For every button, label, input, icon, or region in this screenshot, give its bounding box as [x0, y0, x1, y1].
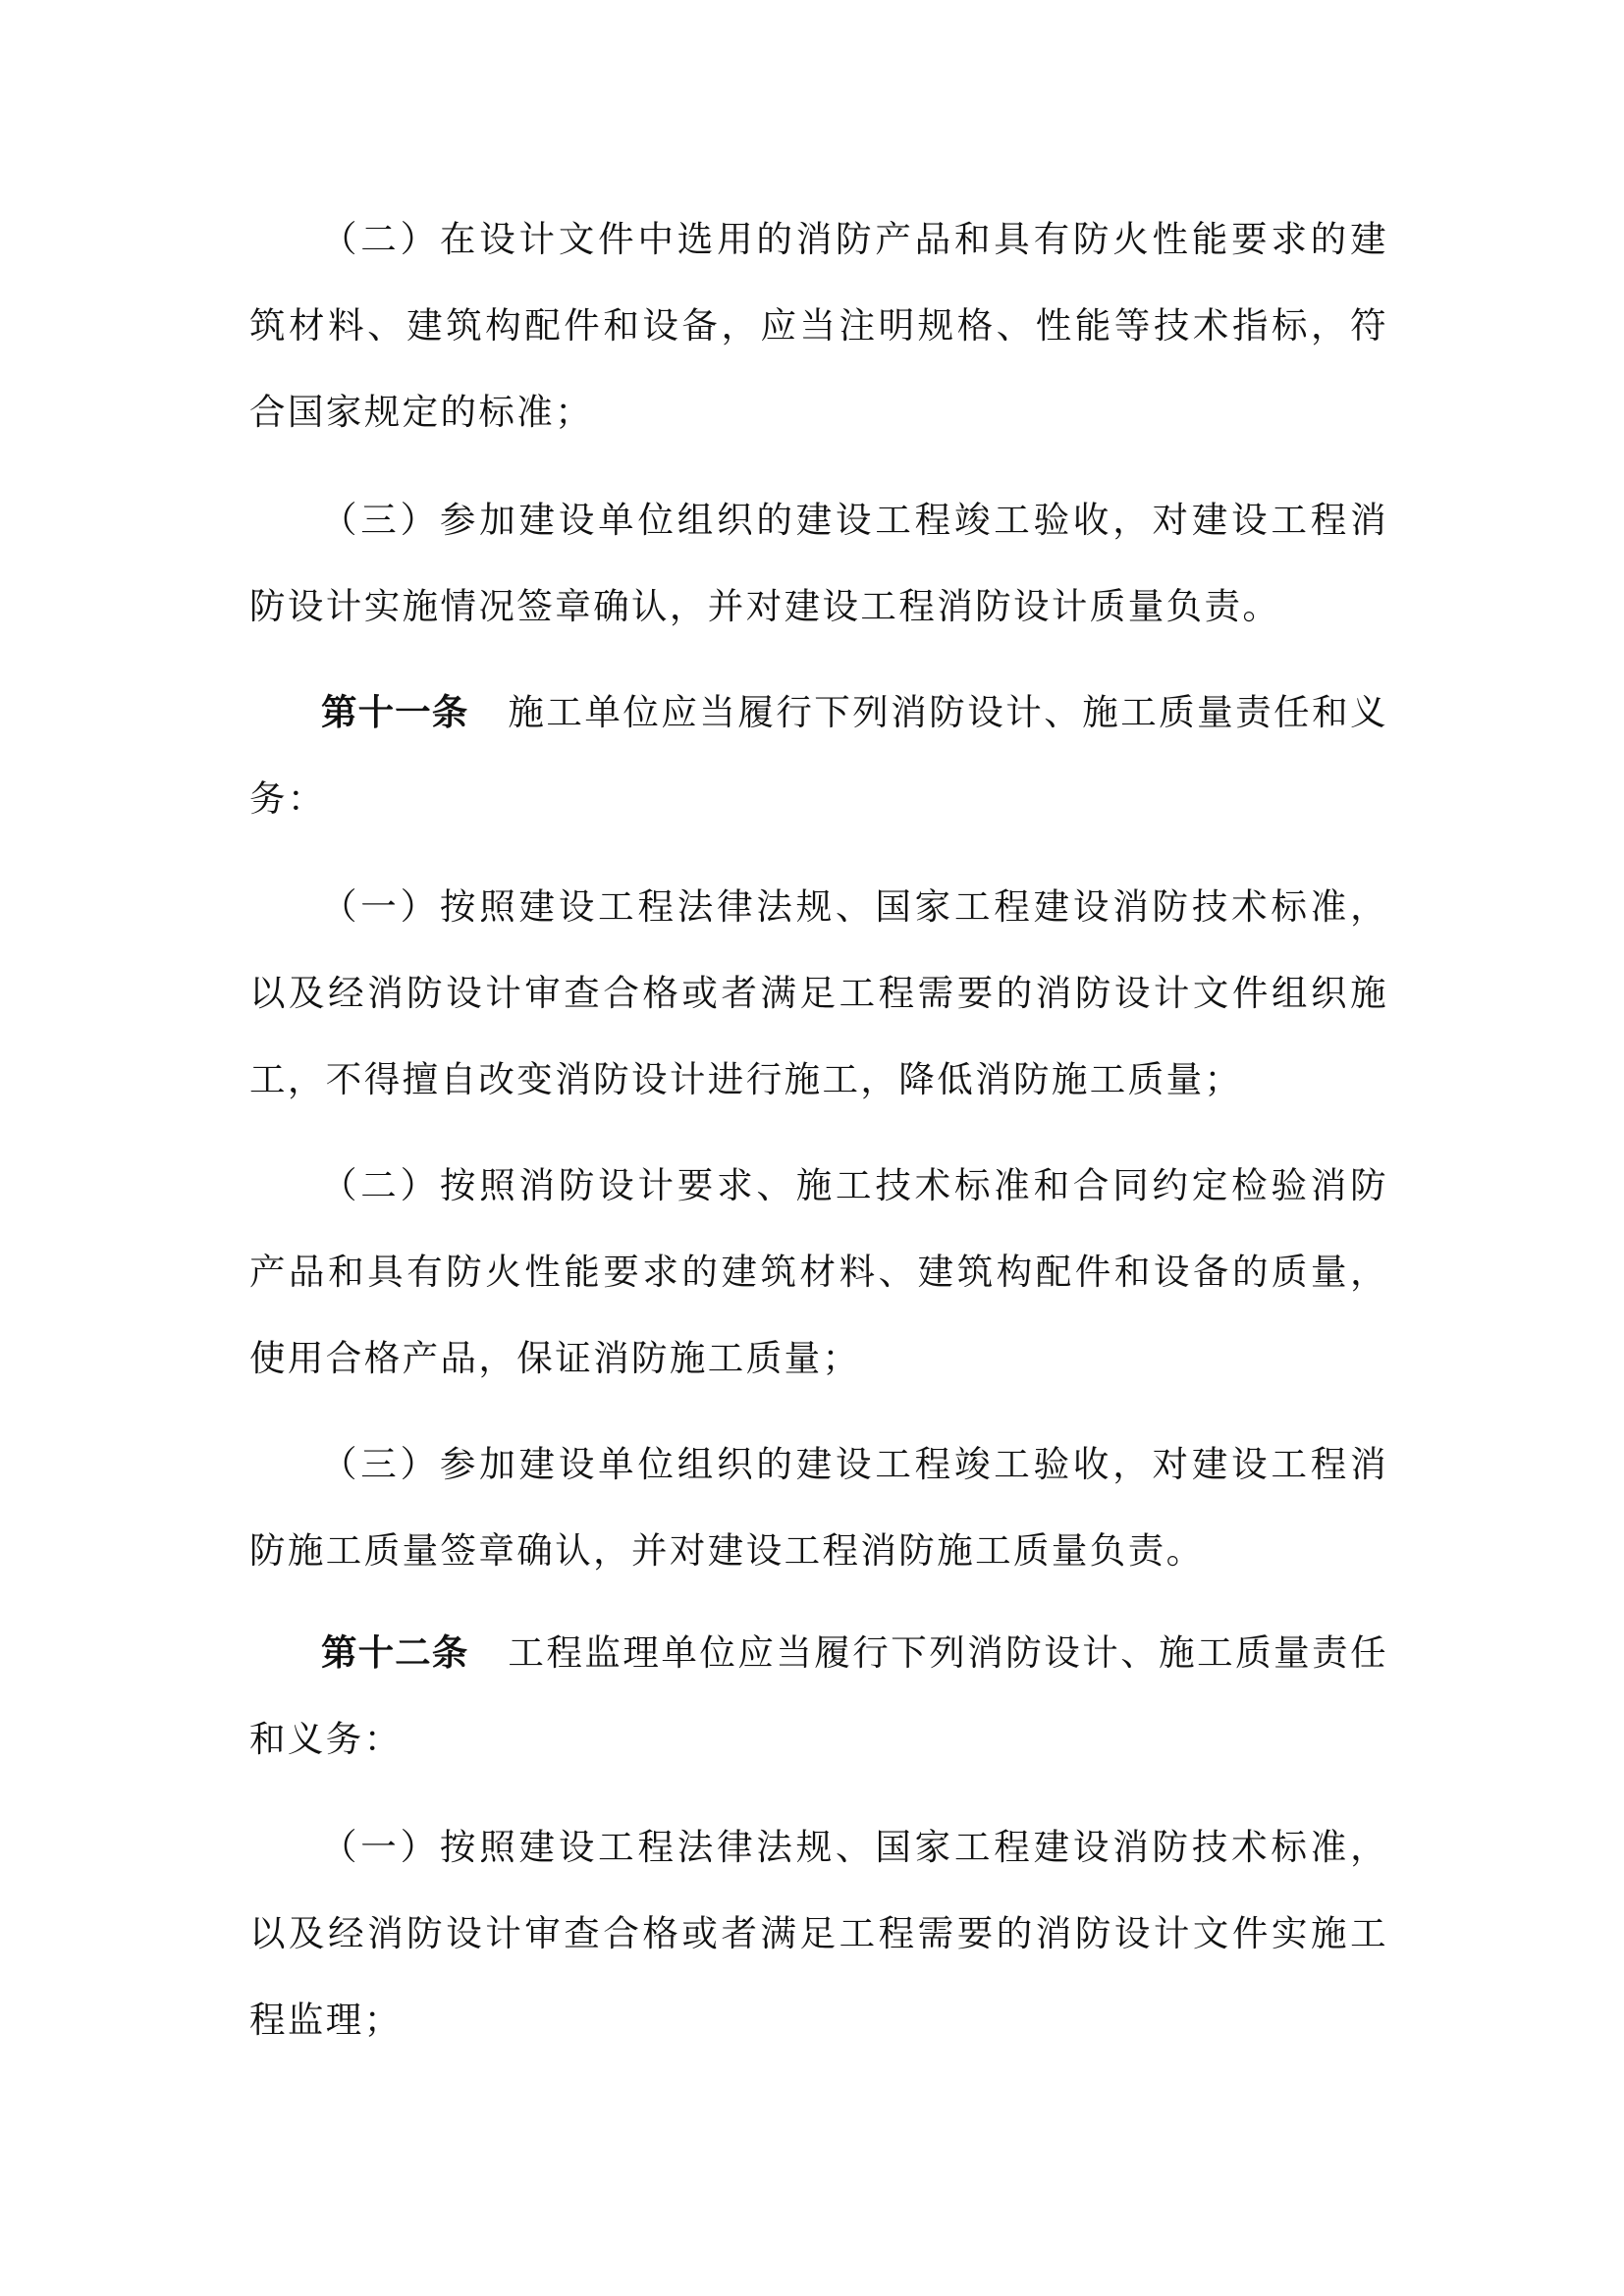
- paragraph-text: （二）在设计文件中选用的消防产品和具有防火性能要求的建筑材料、建筑构配件和设备，应当注明规格、性能等技术指标，符合国家规定的标准；: [249, 218, 1388, 433]
- paragraph-supervision-item-1: [249, 1804, 1388, 2063]
- paragraph-design-item-2: [249, 196, 1388, 455]
- paragraph-text: （一）按照建设工程法律法规、国家工程建设消防技术标准，以及经消防设计审查合格或者满足工程需要的消防设计文件组织施工，不得擅自改变消防设计进行施工，降低消防施工质量；: [249, 885, 1388, 1100]
- paragraph-text: （三）参加建设单位组织的建设工程竣工验收，对建设工程消防设计实施情况签章确认，并对建设工程消防设计质量负责。: [249, 499, 1388, 627]
- paragraph-construction-item-3: [249, 1421, 1388, 1594]
- paragraph-text: 工程监理单位应当履行下列消防设计、施工质量责任和义务：: [249, 1631, 1388, 1760]
- paragraph-text: （二）按照消防设计要求、施工技术标准和合同约定检验消防产品和具有防火性能要求的建筑材料、建筑构配件和设备的质量，使用合格产品，保证消防施工质量；: [249, 1164, 1388, 1379]
- paragraph-text: （一）按照建设工程法律法规、国家工程建设消防技术标准，以及经消防设计审查合格或者满足工程需要的消防设计文件实施工程监理；: [249, 1826, 1388, 2041]
- paragraph-design-item-3: [249, 477, 1388, 650]
- paragraph-text: 施工单位应当履行下列消防设计、施工质量责任和义务：: [249, 691, 1388, 820]
- article-12: [249, 1610, 1388, 1783]
- article-title: 第十二条: [321, 1631, 469, 1674]
- paragraph-construction-item-2: [249, 1143, 1388, 1402]
- paragraph-text: （三）参加建设单位组织的建设工程竣工验收，对建设工程消防施工质量签章确认，并对建设工程消防施工质量负责。: [249, 1443, 1388, 1572]
- article-11: [249, 669, 1388, 842]
- article-title: 第十一条: [321, 691, 469, 733]
- paragraph-construction-item-1: [249, 864, 1388, 1123]
